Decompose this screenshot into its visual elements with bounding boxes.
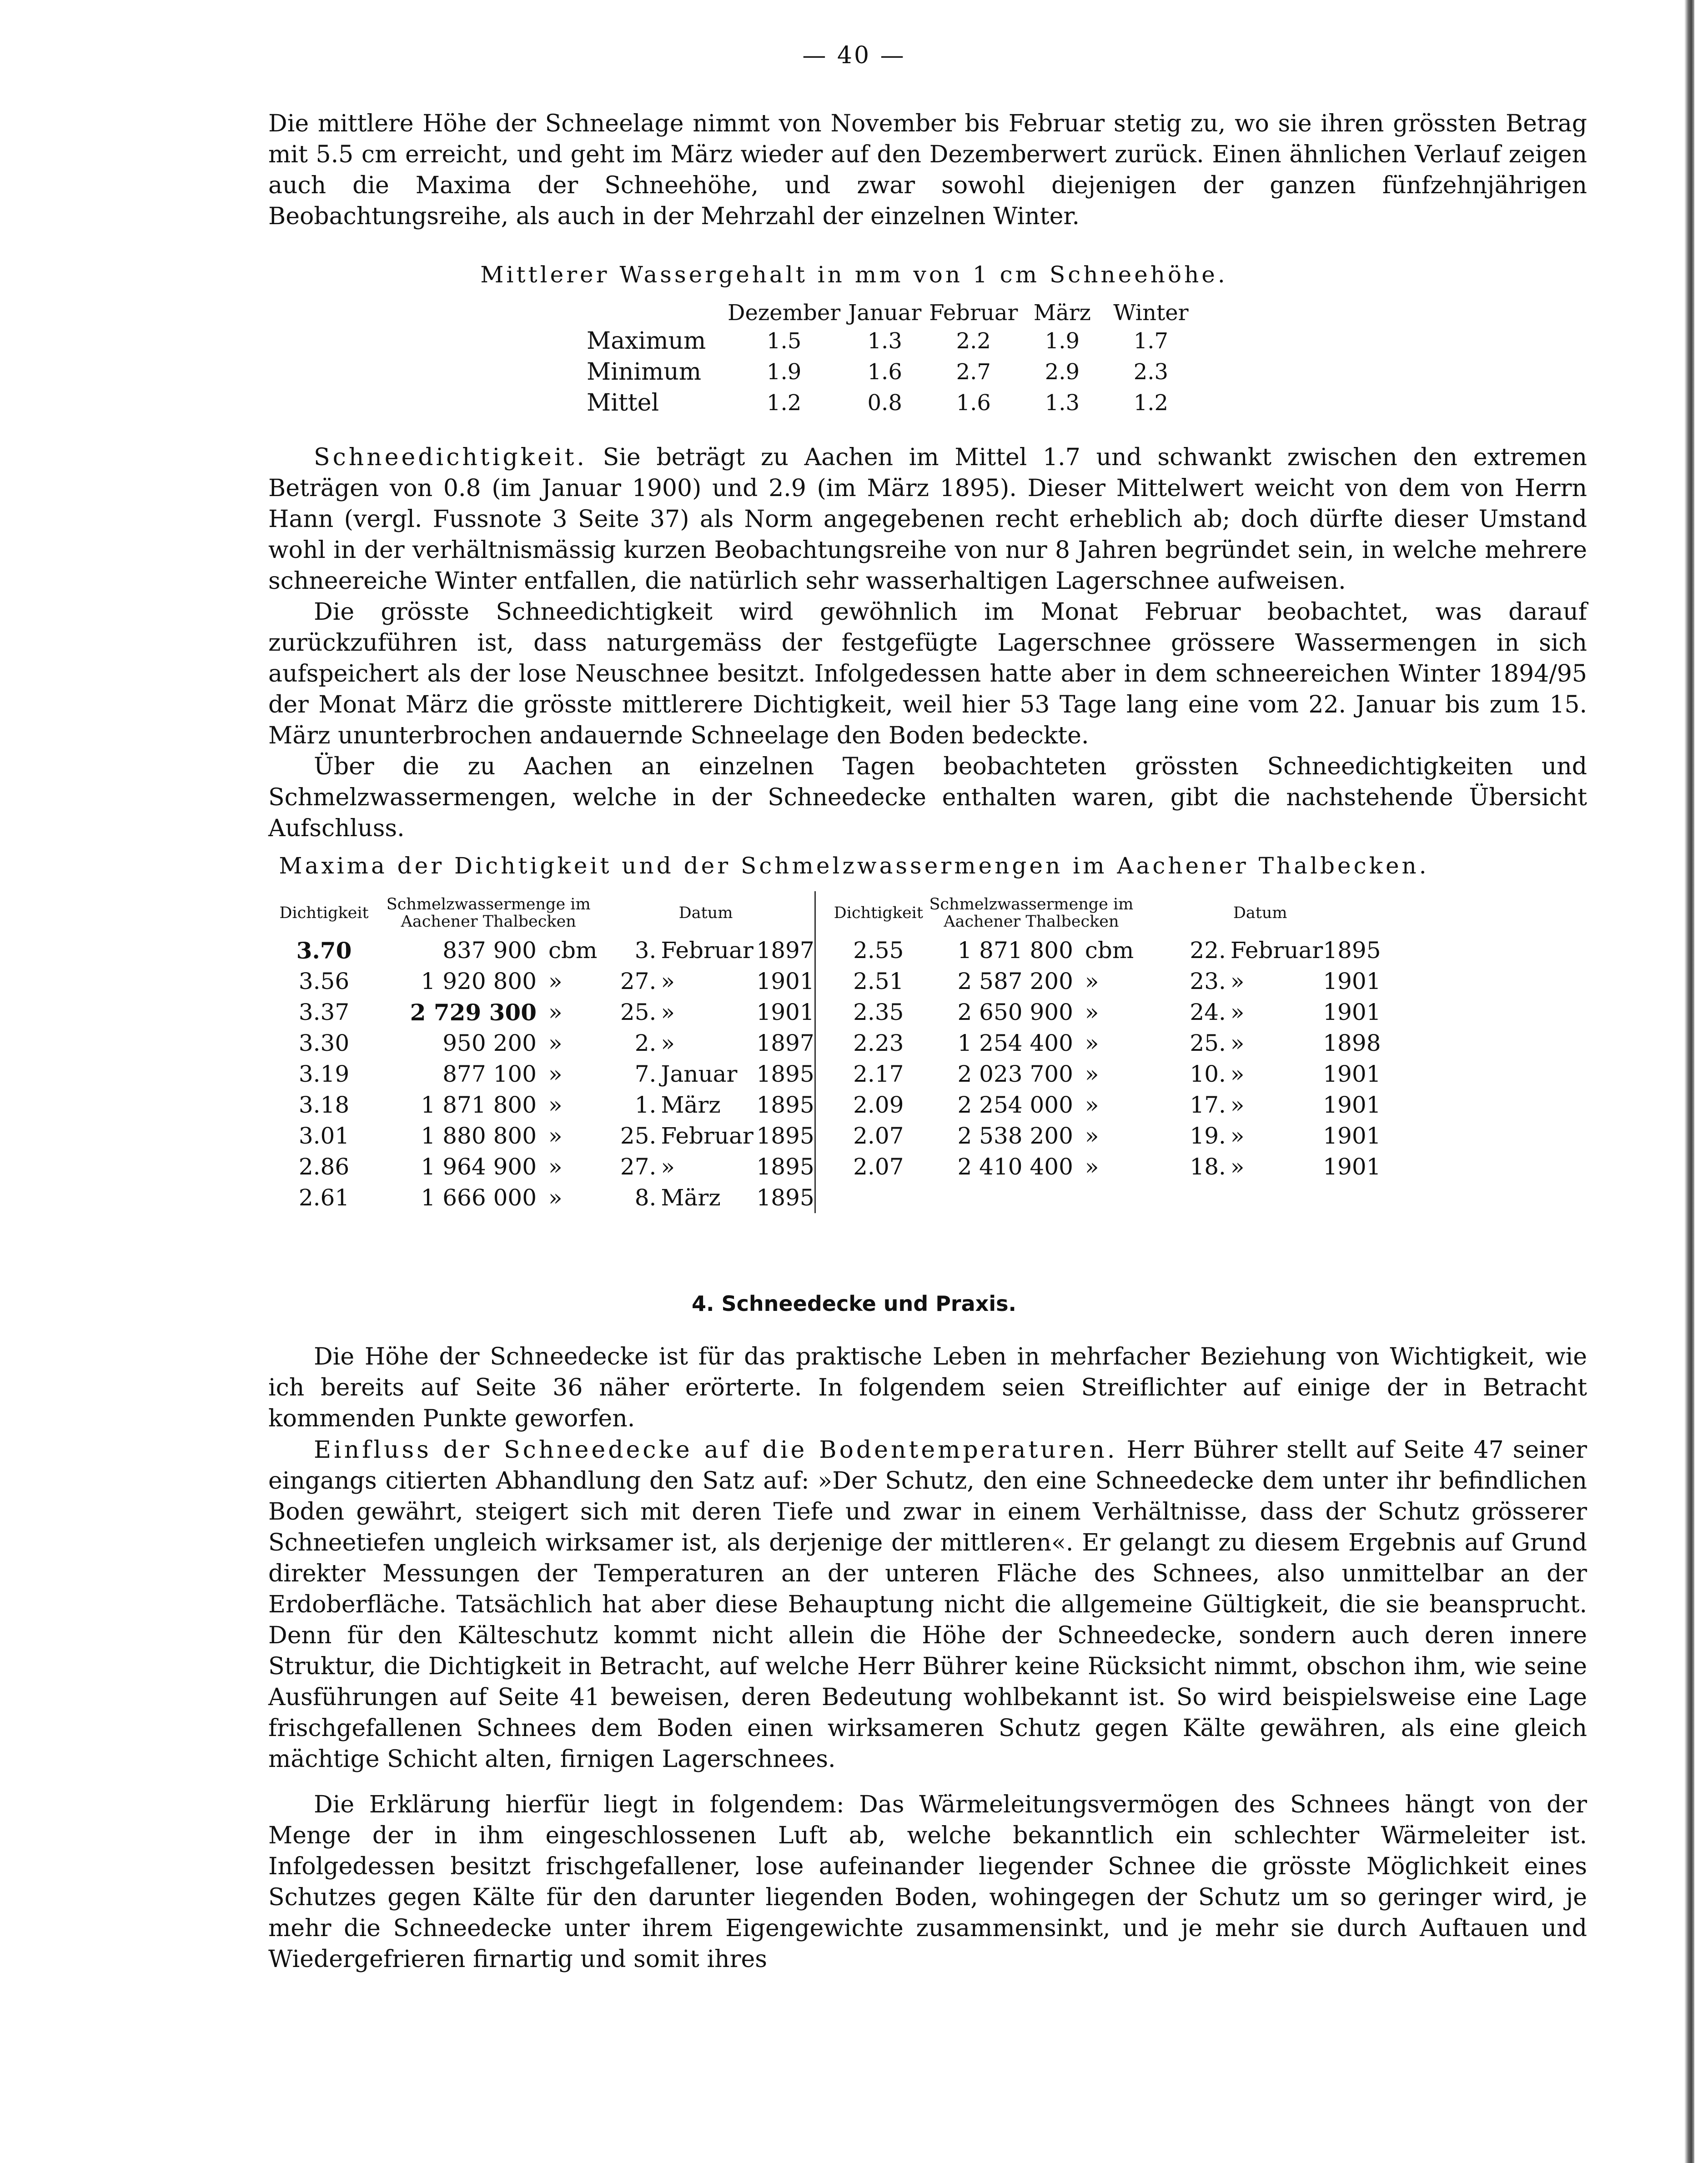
column-separator — [815, 1151, 834, 1182]
meltwater-cell: 1 254 400 — [957, 1030, 1073, 1056]
paragraph-body: Herr Bührer stellt auf Seite 47 seiner eingangs citierten Abhandlung den Satz auf: »Der Schutz, den eine Schneedecke dem unter ihr befindlichen Boden gewährt, steigert sich mit deren Tiefe und zwar in einem Verhältnisse, dass der Schutz grösserer Schneetiefen ungleich wirksamer ist, als derjenige der mittleren«. Er gelangt zu diesem Ergebnis auf Grund direkter Messungen der Temperaturen an der unteren Fläche des Schnees, also unmittelbar an der Erdoberfläche. Tatsächlich hat aber diese Behauptung nicht die allgemeine Gültigkeit, die sie beansprucht. Denn für den Kälteschutz kommt nicht allein die Höhe der Schneedecke, sondern auch deren innere Struktur, die Dichtigkeit in Betracht, auf welche Herr Bührer keine Rücksicht nimmt, obschon ihm, wie seine Ausführungen auf Seite 41 beweisen, deren Bedeutung wohlbekannt ist. So wird beispielsweise eine Lage frischgefallenen Schnees dem Boden einen wirksameren Schutz gegen Kälte gewähren, als eine gleich mächtige Schicht alten, firnigen Lagerschnees. — [268, 1436, 1587, 1773]
density-cell: 2.86 — [298, 1154, 350, 1180]
paragraph-explanation: Die Erklärung hierfür liegt in folgendem: Das Wärmeleitungsvermögen des Schnees hängt von der Menge der in ihm eingeschlossenen Luft ab, welche bekanntlich ein schlechter Wärmeleiter ist. Infolgedessen besitzt frischgefallener, lose aufeinander liegender Schnee die grösste Möglichkeit eines Schutzes gegen Kälte für den darunter liegenden Boden, wohingegen der Schutz um so geringer wird, je mehr die Schneedecke unter ihrem Eigengewichte zusammensinkt, und je mehr sie durch Auftauen und Wiedergefrieren firnartig und somit ihres — [268, 1791, 1587, 1973]
month-cell: » — [1230, 1092, 1245, 1118]
density-cell: 2.09 — [853, 1092, 904, 1118]
day-cell: 8. — [634, 1184, 657, 1211]
column-separator — [815, 891, 834, 935]
meltwater-cell: 2 410 400 — [957, 1154, 1073, 1180]
meltwater-cell: 2 254 000 — [957, 1092, 1073, 1118]
paragraph-overview-intro: Über die zu Aachen an einzelnen Tagen beobachteten grössten Schneedichtigkeiten und Schmelzwassermengen, welche in der Schneedecke enthalten waren, gibt die nachstehende Übersicht Aufschluss. — [268, 753, 1587, 842]
unit-cell: » — [548, 1092, 563, 1118]
month-cell: » — [1230, 1030, 1245, 1056]
water-table-col: Februar — [929, 300, 1018, 326]
table-cell: 2.2 — [956, 328, 991, 354]
water-table-col: Januar — [848, 300, 922, 326]
empty-cell — [1231, 1182, 1323, 1213]
unit-cell: » — [1085, 968, 1099, 994]
row-label: Minimum — [587, 358, 702, 386]
table-cell: 1.6 — [956, 390, 991, 416]
unit-cell: cbm — [1085, 937, 1134, 964]
month-cell: » — [661, 968, 675, 994]
maxima-table — [268, 891, 1381, 1213]
header-meltwater-line1: Schmelzwassermenge im — [929, 895, 1134, 913]
day-cell: 19. — [1190, 1123, 1226, 1149]
table-cell: 1.2 — [1133, 390, 1169, 416]
day-cell: 10. — [1190, 1061, 1226, 1087]
year-cell: 1898 — [1323, 1030, 1381, 1056]
day-cell: 27. — [620, 968, 657, 994]
water-table-header-row — [587, 300, 1195, 326]
year-cell: 1895 — [756, 1061, 814, 1087]
year-cell: 1901 — [1323, 1061, 1381, 1087]
empty-cell — [1140, 1182, 1231, 1213]
month-cell: » — [1230, 1061, 1245, 1087]
month-cell: » — [661, 1030, 675, 1056]
empty-cell — [1078, 1182, 1140, 1213]
unit-cell: » — [1085, 1092, 1099, 1118]
header-meltwater — [923, 891, 1140, 935]
unit-cell: » — [548, 1154, 563, 1180]
header-meltwater-line2: Aachener Thalbecken — [944, 913, 1119, 931]
meltwater-cell: 2 729 300 — [410, 999, 537, 1026]
water-table-corner — [587, 300, 728, 326]
table-row — [268, 1089, 1381, 1120]
unit-cell: » — [548, 1184, 563, 1211]
day-cell: 7. — [634, 1061, 657, 1087]
column-separator — [815, 1120, 834, 1151]
year-cell: 1897 — [756, 1030, 814, 1056]
meltwater-cell: 1 871 800 — [421, 1092, 537, 1118]
table-row — [268, 966, 1381, 997]
header-date: Datum — [1233, 904, 1287, 922]
density-cell: 3.18 — [298, 1092, 350, 1118]
column-separator — [815, 1182, 834, 1213]
day-cell: 27. — [620, 1154, 657, 1180]
day-cell: 18. — [1190, 1154, 1226, 1180]
month-cell: » — [661, 1154, 675, 1180]
row-label: Maximum — [587, 327, 706, 355]
month-cell: März — [661, 1184, 721, 1211]
year-cell: 1895 — [756, 1154, 814, 1180]
water-content-table — [587, 300, 1195, 418]
density-cell: 2.55 — [853, 937, 904, 964]
unit-cell: » — [1085, 1154, 1099, 1180]
month-cell: Februar — [661, 1123, 754, 1149]
column-separator — [815, 1059, 834, 1089]
unit-cell: » — [1085, 1061, 1099, 1087]
year-cell: 1895 — [756, 1184, 814, 1211]
year-cell: 1901 — [756, 968, 814, 994]
density-cell: 2.61 — [298, 1184, 350, 1211]
column-separator — [815, 1028, 834, 1059]
meltwater-cell: 837 900 — [442, 937, 537, 964]
meltwater-cell: 2 023 700 — [957, 1061, 1073, 1087]
unit-cell: » — [548, 1030, 563, 1056]
density-cell: 3.30 — [298, 1030, 350, 1056]
empty-cell — [834, 1182, 923, 1213]
density-cell: 3.19 — [298, 1061, 350, 1087]
maxima-table-caption: Maxima der Dichtigkeit und der Schmelzwassermengen im Aachener Thalbecken. — [279, 853, 1429, 879]
year-cell: 1895 — [756, 1123, 814, 1149]
table-cell: 2.3 — [1133, 359, 1169, 385]
meltwater-cell: 877 100 — [442, 1061, 537, 1087]
density-cell: 2.23 — [853, 1030, 904, 1056]
paragraph-snow-density — [268, 442, 1587, 597]
unit-cell: cbm — [548, 937, 598, 964]
column-separator — [815, 1089, 834, 1120]
table-row — [268, 997, 1381, 1028]
empty-cell — [1323, 1182, 1381, 1213]
water-table-col: Dezember — [728, 300, 841, 326]
month-cell: Januar — [661, 1061, 738, 1087]
unit-cell: » — [548, 1061, 563, 1087]
day-cell: 25. — [620, 1123, 657, 1149]
meltwater-cell: 2 538 200 — [957, 1123, 1073, 1149]
meltwater-cell: 1 871 800 — [957, 937, 1073, 964]
table-cell: 1.6 — [867, 359, 902, 385]
table-cell: 0.8 — [867, 390, 902, 416]
table-cell: 2.7 — [956, 359, 991, 385]
column-separator — [815, 966, 834, 997]
paragraph-lead-term: Einfluss der Schneedecke auf die Bodentemperaturen. — [314, 1436, 1118, 1464]
density-cell: 2.07 — [853, 1123, 904, 1149]
table-row — [268, 1028, 1381, 1059]
density-cell: 3.37 — [298, 999, 350, 1025]
day-cell: 1. — [634, 1092, 657, 1118]
paragraph-body: Sie beträgt zu Aachen im Mittel 1.7 und schwankt zwischen den extremen Beträgen von 0.8 (im Januar 1900) und 2.9 (im März 1895). Dieser Mittelwert weicht von dem von Herrn Hann (vergl. Fussnote 3 Seite 37) als Norm angegebenen recht erheblich ab; doch dürfte dieser Umstand wohl in der verhältnismässig kurzen Beobachtungsreihe von nur 8 Jahren begründet sein, in welche mehrere schneereiche Winter entfallen, die natürlich sehr wasserhaltigen Lagerschnee aufweisen. — [268, 444, 1587, 595]
year-cell: 1901 — [1323, 1123, 1381, 1149]
density-cell: 3.56 — [298, 968, 350, 994]
meltwater-cell: 2 587 200 — [957, 968, 1073, 994]
page-number: — 40 — — [802, 42, 906, 69]
year-cell: 1901 — [1323, 1154, 1381, 1180]
header-meltwater-line1: Schmelzwassermenge im — [386, 895, 591, 913]
unit-cell: » — [1085, 1123, 1099, 1149]
table-cell: 1.9 — [766, 359, 802, 385]
table-row — [268, 1059, 1381, 1089]
section-heading: 4. Schneedecke und Praxis. — [692, 1291, 1016, 1316]
month-cell: » — [661, 999, 675, 1025]
meltwater-cell: 1 920 800 — [421, 968, 537, 994]
meltwater-cell: 2 650 900 — [957, 999, 1073, 1025]
table-cell: 1.2 — [766, 390, 802, 416]
table-cell: 1.5 — [766, 328, 802, 354]
day-cell: 24. — [1190, 999, 1226, 1025]
density-cell: 2.35 — [853, 999, 904, 1025]
table-cell: 1.7 — [1133, 328, 1169, 354]
column-separator — [815, 935, 834, 966]
scanned-page-edge — [1684, 0, 1694, 2163]
unit-cell: » — [1085, 999, 1099, 1025]
meltwater-cell: 1 964 900 — [421, 1154, 537, 1180]
table-row — [268, 1182, 1381, 1213]
header-density: Dichtigkeit — [279, 904, 369, 922]
table-cell: 1.3 — [867, 328, 902, 354]
month-cell: Februar — [1230, 937, 1323, 964]
table-row — [268, 935, 1381, 966]
year-cell: 1901 — [756, 999, 814, 1025]
table-cell: 1.9 — [1045, 328, 1080, 354]
paragraph-snow-height: Die mittlere Höhe der Schneelage nimmt von November bis Februar stetig zu, wo sie ihren grössten Betrag mit 5.5 cm erreicht, und geht im März wieder auf den Dezemberwert zurück. Einen ähnlichen Verlauf zeigen auch die Maxima der Schneehöhe, und zwar sowohl diejenigen der ganzen fünfzehnjährigen Beobachtungsreihe, als auch in der Mehrzahl der einzelnen Winter. — [268, 110, 1587, 230]
table-row — [268, 1120, 1381, 1151]
maxima-table-header-row — [268, 891, 1381, 935]
paragraph-greatest-density: Die grösste Schneedichtigkeit wird gewöhnlich im Monat Februar beobachtet, was darauf zurückzuführen ist, dass naturgemäss der festgefügte Lagerschnee grössere Wassermengen in sich aufspeichert als der lose Neuschnee besitzt. Infolgedessen hatte aber in dem schneereichen Winter 1894/95 der Monat März die grösste mittlerere Dichtigkeit, weil hier 53 Tage lang eine vom 22. Januar bis zum 15. März ununterbrochen andauernde Schneelage den Boden bedeckte. — [268, 598, 1587, 749]
month-cell: Februar — [661, 937, 754, 964]
month-cell: » — [1230, 1123, 1245, 1149]
table-row — [587, 326, 1195, 356]
density-cell: 3.70 — [296, 937, 352, 964]
header-density: Dichtigkeit — [834, 904, 923, 922]
water-table-col: März — [1033, 300, 1091, 326]
unit-cell: » — [1085, 1030, 1099, 1056]
year-cell: 1901 — [1323, 968, 1381, 994]
unit-cell: » — [548, 1123, 563, 1149]
density-cell: 2.17 — [853, 1061, 904, 1087]
day-cell: 3. — [634, 937, 657, 964]
density-cell: 2.07 — [853, 1154, 904, 1180]
table-cell: 2.9 — [1045, 359, 1080, 385]
year-cell: 1901 — [1323, 1092, 1381, 1118]
meltwater-cell: 1 880 800 — [421, 1123, 537, 1149]
day-cell: 23. — [1190, 968, 1226, 994]
water-table-col: Winter — [1113, 300, 1189, 326]
day-cell: 22. — [1190, 937, 1226, 964]
density-cell: 3.01 — [298, 1123, 350, 1149]
unit-cell: » — [548, 968, 563, 994]
month-cell: März — [661, 1092, 721, 1118]
day-cell: 25. — [620, 999, 657, 1025]
year-cell: 1897 — [756, 937, 814, 964]
header-meltwater-line2: Aachener Thalbecken — [401, 913, 576, 931]
month-cell: » — [1230, 968, 1245, 994]
paragraph-lead-term: Schneedichtigkeit. — [314, 444, 587, 471]
meltwater-cell: 1 666 000 — [421, 1184, 537, 1211]
column-separator — [815, 997, 834, 1028]
month-cell: » — [1230, 999, 1245, 1025]
table-row — [268, 1151, 1381, 1182]
water-table-caption: Mittlerer Wassergehalt in mm von 1 cm Schneehöhe. — [480, 261, 1228, 288]
paragraph-ground-temperature — [268, 1435, 1587, 1775]
day-cell: 17. — [1190, 1092, 1226, 1118]
year-cell: 1895 — [1323, 937, 1381, 964]
table-row — [587, 387, 1195, 418]
table-row — [587, 356, 1195, 387]
year-cell: 1901 — [1323, 999, 1381, 1025]
meltwater-cell: 950 200 — [442, 1030, 537, 1056]
empty-cell — [923, 1182, 1078, 1213]
month-cell: » — [1230, 1154, 1245, 1180]
density-cell: 2.51 — [853, 968, 904, 994]
day-cell: 2. — [634, 1030, 657, 1056]
unit-cell: » — [548, 999, 563, 1025]
table-cell: 1.3 — [1045, 390, 1080, 416]
header-date: Datum — [678, 904, 733, 922]
paragraph-practice-intro: Die Höhe der Schneedecke ist für das praktische Leben in mehrfacher Beziehung von Wichtigkeit, wie ich bereits auf Seite 36 näher erörterte. In folgendem seien Streiflichter auf einige der in Betracht kommenden Punkte geworfen. — [268, 1343, 1587, 1432]
day-cell: 25. — [1190, 1030, 1226, 1056]
year-cell: 1895 — [756, 1092, 814, 1118]
header-meltwater — [380, 891, 597, 935]
row-label: Mittel — [587, 389, 659, 417]
